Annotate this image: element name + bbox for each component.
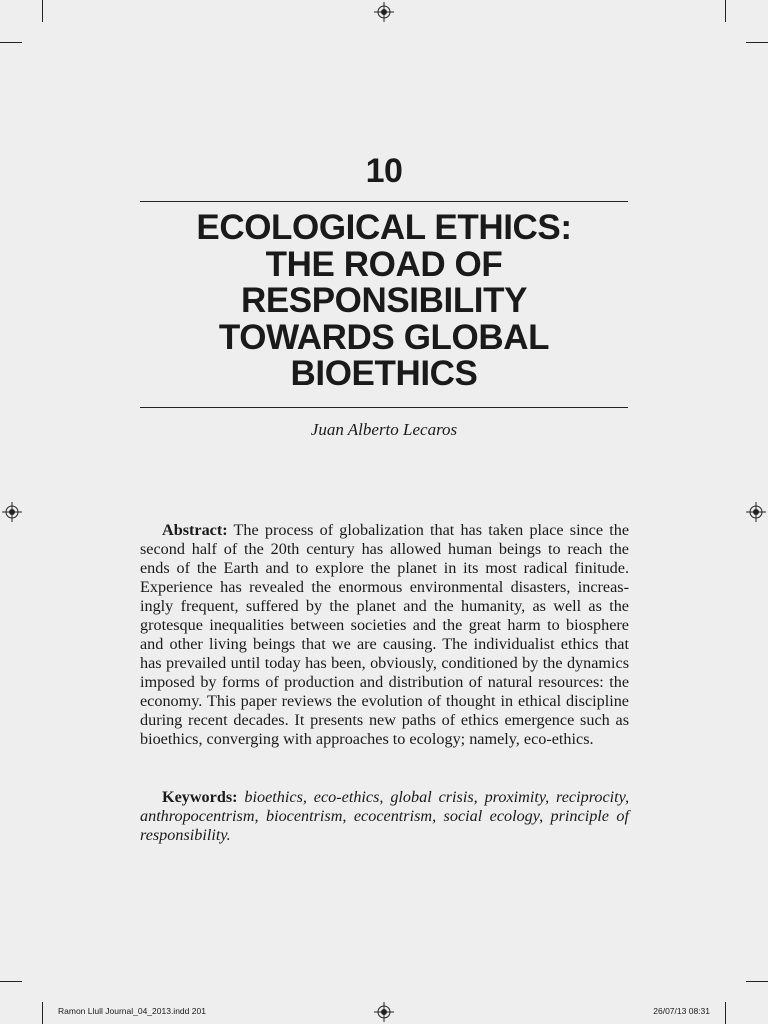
- crop-mark-top-right-h: [746, 42, 768, 43]
- crop-mark-bottom-right-v: [725, 1002, 726, 1024]
- title-rule-bottom: [140, 407, 628, 408]
- registration-mark-right-icon: [746, 502, 766, 522]
- crop-mark-bottom-right-h: [746, 981, 768, 982]
- keywords-label: Keywords:: [162, 788, 238, 806]
- registration-mark-bottom-icon: [374, 1002, 394, 1022]
- author-name: Juan Alberto Lecaros: [310, 420, 458, 439]
- chapter-title-line: TOWARDS GLOBAL: [218, 317, 550, 357]
- chapter-title: [140, 210, 628, 393]
- chapter-title-line: THE ROAD OF: [265, 244, 503, 284]
- registration-mark-top-icon: [374, 2, 394, 22]
- registration-mark-left-icon: [2, 502, 22, 522]
- chapter-number: 10: [365, 152, 403, 190]
- footer-datetime: 26/07/13 08:31: [653, 1006, 710, 1016]
- keywords-text: bioethics, eco-ethics, global crisis, proximity, reciprocity, anthropocentrism, biocentrism, ecocentrism, social ecology, principle of responsibility.: [140, 788, 630, 844]
- chapter-title-line: BIOETHICS: [290, 354, 478, 393]
- keywords-paragraph: [140, 788, 629, 845]
- footer-file-info: Ramon Llull Journal_04_2013.indd 201: [58, 1006, 206, 1016]
- chapter-title-line: ECOLOGICAL ETHICS:: [196, 208, 572, 247]
- crop-mark-bottom-left-h: [0, 981, 22, 982]
- abstract-label: Abstract:: [162, 521, 228, 539]
- abstract-text: The process of globalization that has taken place since the second half of the 20th century has allowed human beings to reach the ends of the Earth and to explore the planet in its most radical finitude. Experience has revealed the enormous environmental disasters, increasingly frequent, suffered by the planet and the humanity, as well as the grotesque inequalities between societies and the great harm to biosphere and other living beings that we are causing. The individualist ethics that has prevailed until today has been, obviously, conditioned by the dynamics imposed by forms of production and distribution of natural resources: the economy. This paper reviews the evolution of thought in ethical discipline during recent decades. It presents new paths of ethics emergence such as bioethics, converging with approaches to ecology; namely, eco-ethics.: [140, 521, 630, 748]
- crop-mark-top-left-v: [42, 0, 43, 22]
- title-rule-top: [140, 201, 628, 202]
- chapter-title-line: RESPONSIBILITY: [240, 281, 528, 320]
- crop-mark-top-right-v: [725, 0, 726, 22]
- crop-mark-top-left-h: [0, 42, 22, 43]
- crop-mark-bottom-left-v: [42, 1002, 43, 1024]
- abstract-paragraph: [140, 521, 629, 749]
